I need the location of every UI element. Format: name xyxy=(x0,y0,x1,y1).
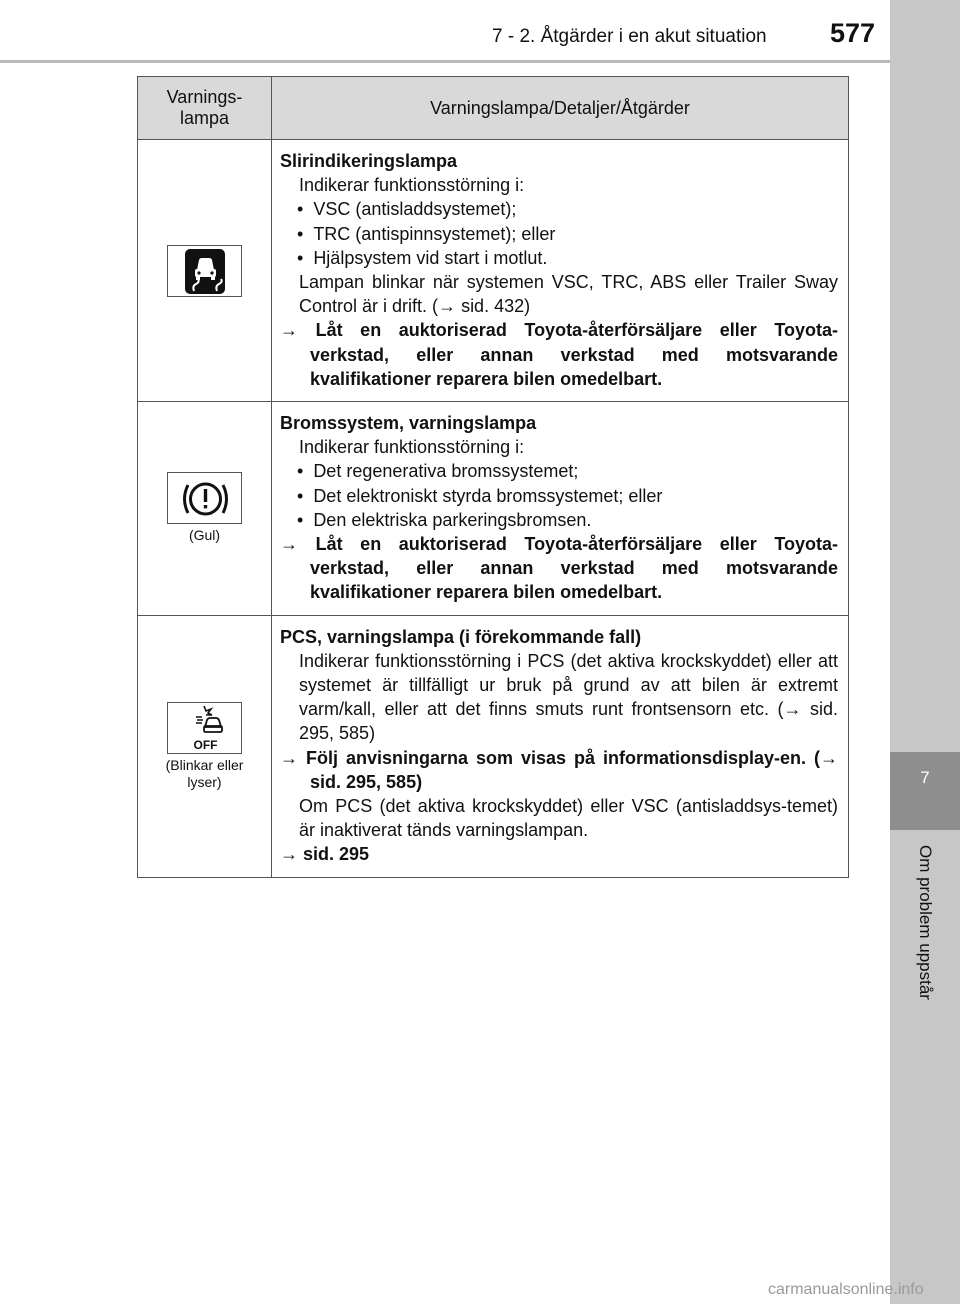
chapter-title: Om problem uppstår xyxy=(916,845,935,1000)
lamp-title: Bromssystem, varningslampa xyxy=(280,413,537,434)
lamp-intro: Indikerar funktionsstörning i: xyxy=(299,175,525,196)
lamp-caption: (Gul) xyxy=(188,527,221,544)
arrow-icon: → xyxy=(280,534,298,555)
lamp-caption: (Blinkar eller lyser) xyxy=(165,756,244,790)
lamp-action: → sid. 295 xyxy=(280,844,370,865)
lamp-title: PCS, varningslampa (i förekommande fall) xyxy=(280,626,642,647)
arrow-icon: → xyxy=(438,296,457,317)
pcs-off-label: OFF xyxy=(193,737,218,752)
slip-indicator-icon xyxy=(167,245,242,297)
table-row xyxy=(138,140,849,402)
chapter-number: 7 xyxy=(920,768,930,787)
header-rule xyxy=(0,60,890,63)
bullet-item: • Hjälpsystem vid start i motlut. xyxy=(297,247,548,268)
lamp-title: Slirindikeringslampa xyxy=(280,151,458,171)
column-header-lamp-text: Varnings- lampa xyxy=(166,87,243,128)
arrow-icon: → xyxy=(280,844,298,865)
running-header: 7 - 2. Åtgärder i en akut situation xyxy=(492,26,767,47)
icon-cell xyxy=(138,615,272,877)
arrow-icon: → xyxy=(280,320,298,341)
lamp-note: Om PCS (det aktiva krockskyddet) eller VSC (antisladdsys-temet) är inaktiverat tänds varningslampan. xyxy=(299,796,838,841)
bullet-item: • Det regenerativa bromssystemet; xyxy=(297,461,579,482)
lamp-action: → Följ anvisningarna som visas på informationsdisplay-en. (→ sid. 295, 585) xyxy=(280,747,838,792)
pcs-off-icon xyxy=(167,702,242,754)
lamp-intro: Indikerar funktionsstörning i PCS (det aktiva krockskyddet) eller att systemet är tillfälligt ur bruk på grund av att bilen är extremt varm/kall, eller att det finns smuts runt frontsensorn etc. (→ sid. 295, 585) xyxy=(299,650,838,744)
bullet-item: • VSC (antisladdsystemet); xyxy=(297,199,517,220)
lamp-note: Lampan blinkar när systemen VSC, TRC, ABS eller Trailer Sway Control är i drift. (→ sid. 432) xyxy=(299,272,838,317)
bullet-item: • Den elektriska parkeringsbromsen. xyxy=(297,509,592,530)
side-tab xyxy=(890,0,960,1304)
table-row xyxy=(138,402,849,616)
column-header-lamp xyxy=(138,77,272,140)
watermark: carmanualsonline.info xyxy=(768,1281,924,1298)
warning-light-table xyxy=(137,76,849,878)
details-cell xyxy=(272,402,849,616)
table-row xyxy=(138,615,849,877)
lamp-action: → Låt en auktoriserad Toyota-återförsäljare eller Toyota-verkstad, eller annan verkstad med motsvarande kvalifikationer reparera bilen omedelbart. xyxy=(280,320,838,389)
bullet-item: • Det elektroniskt styrda bromssystemet; eller xyxy=(297,485,663,506)
icon-cell xyxy=(138,402,272,616)
column-header-details: Varningslampa/Detaljer/Åtgärder xyxy=(272,77,849,140)
details-cell xyxy=(272,140,849,402)
bullet-item: • TRC (antispinnsystemet); eller xyxy=(297,223,556,244)
brake-warning-icon xyxy=(167,472,242,524)
lamp-intro: Indikerar funktionsstörning i: xyxy=(299,437,525,458)
arrow-icon: → xyxy=(819,747,838,768)
arrow-icon: → xyxy=(280,747,298,768)
side-chapter-box xyxy=(890,752,960,830)
lamp-action: → Låt en auktoriserad Toyota-återförsäljare eller Toyota-verkstad, eller annan verkstad med motsvarande kvalifikationer reparera bilen omedelbart. xyxy=(280,534,838,603)
page-number: 577 xyxy=(830,18,876,48)
arrow-icon: → xyxy=(783,699,802,720)
table-header-row xyxy=(138,77,849,140)
icon-cell xyxy=(138,140,272,402)
details-cell xyxy=(272,615,849,877)
